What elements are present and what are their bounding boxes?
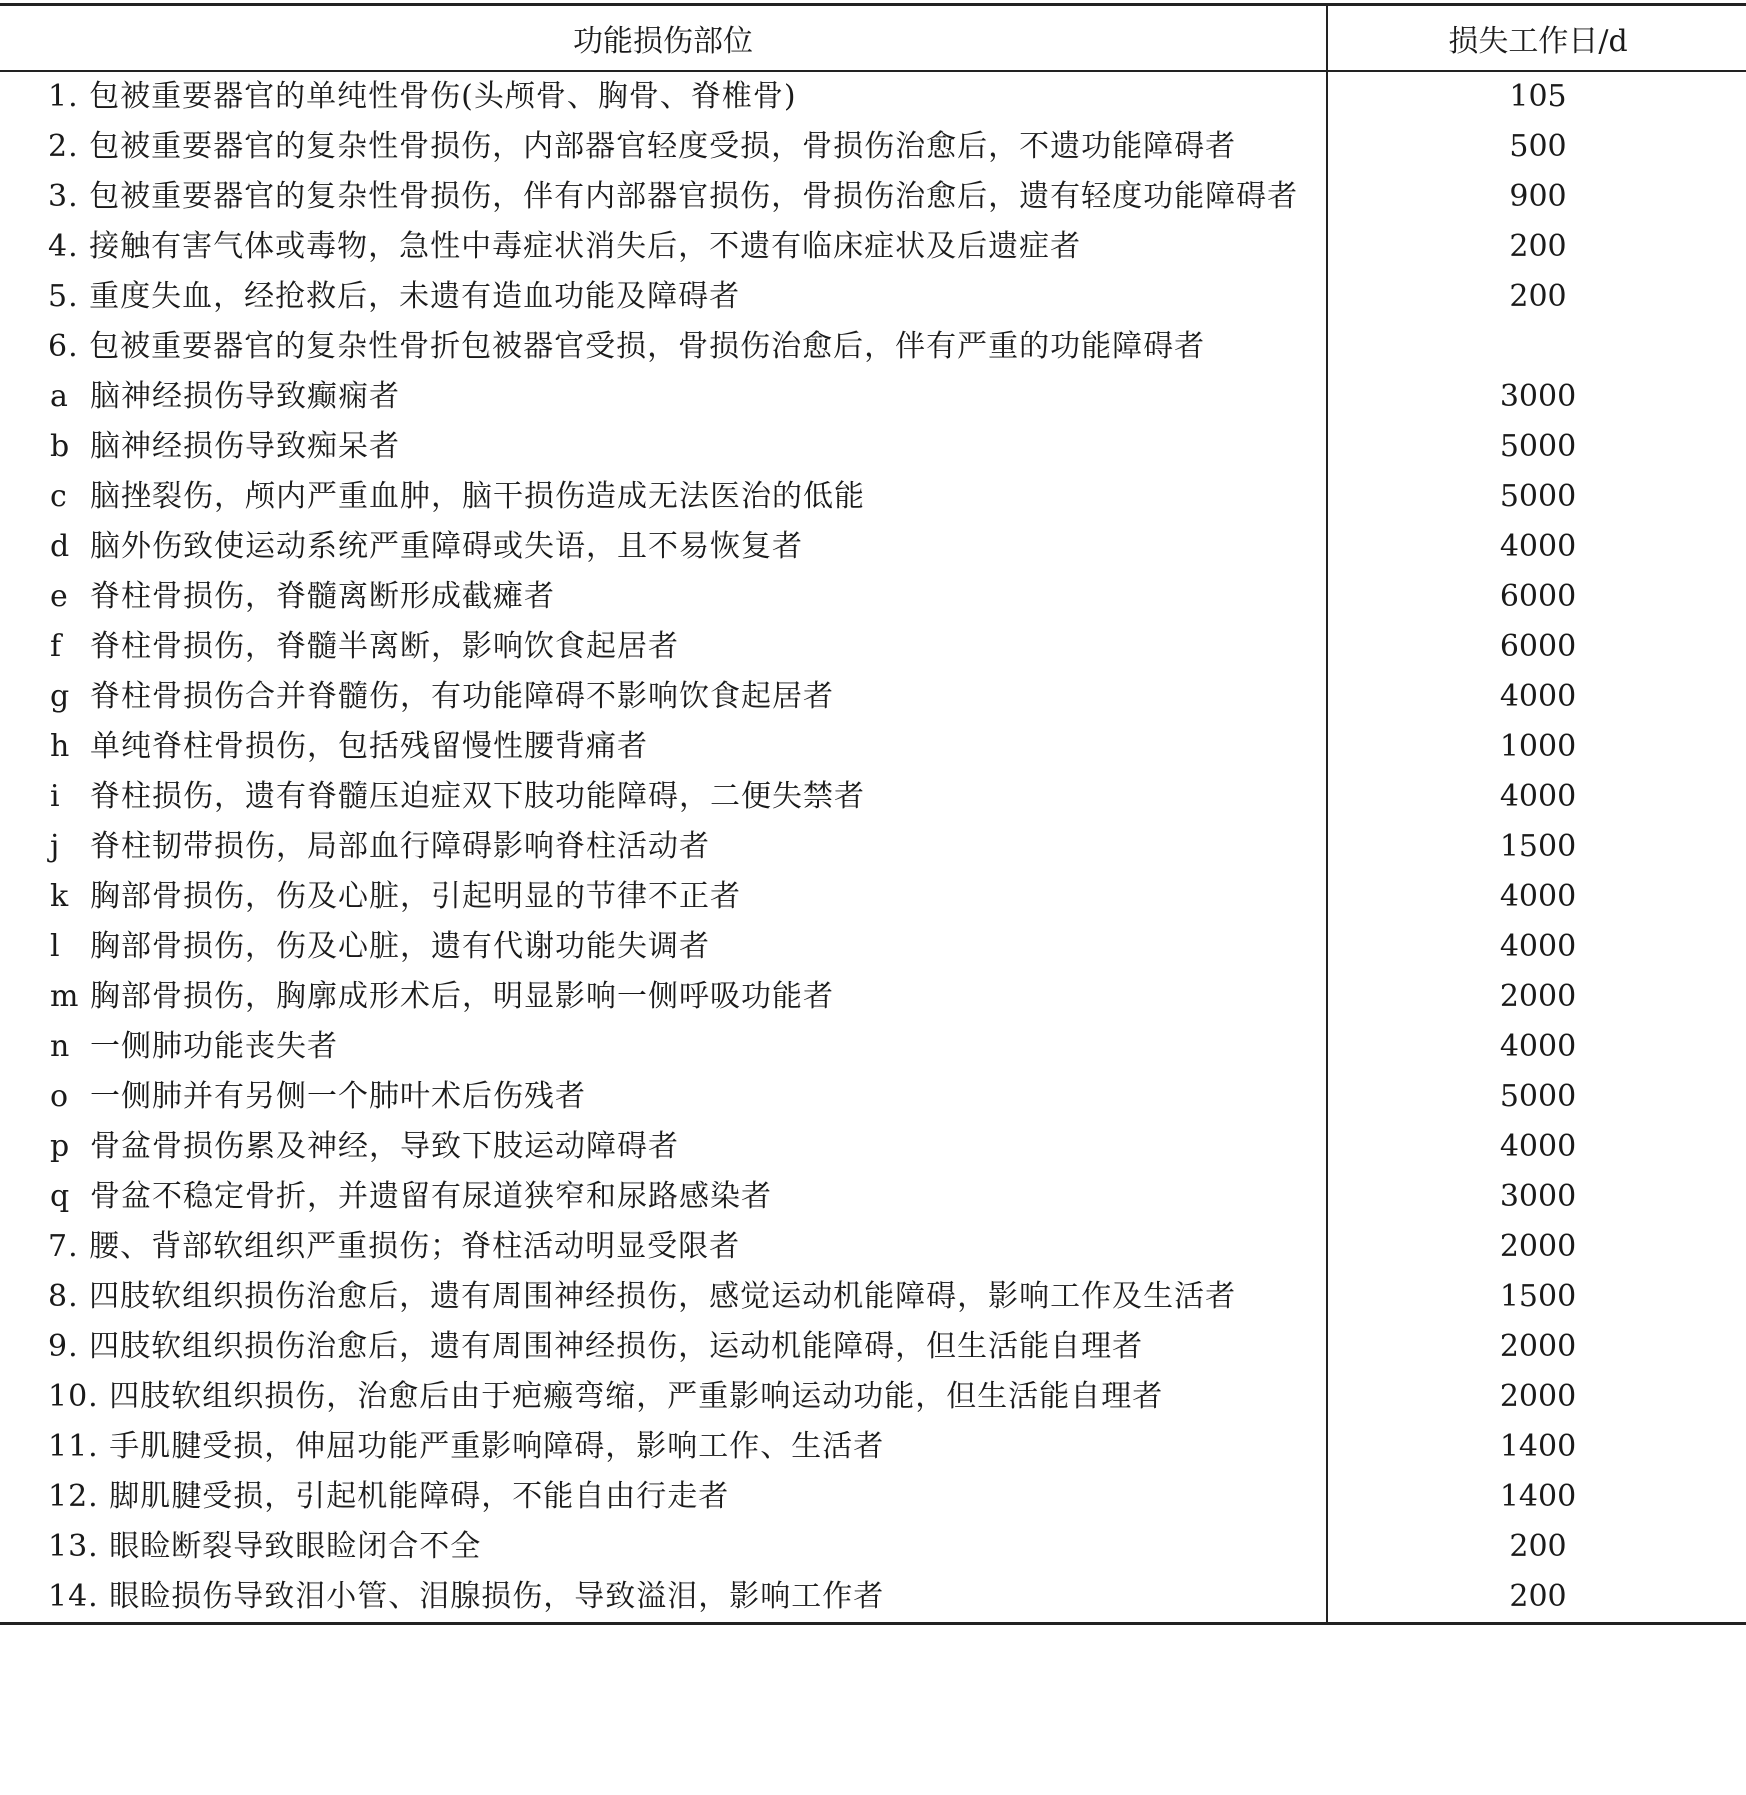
injury-part-cell bbox=[0, 1372, 1327, 1422]
sub-item-letter: i bbox=[50, 779, 61, 814]
table-row bbox=[0, 472, 1746, 522]
table-row bbox=[0, 372, 1746, 422]
sub-item-letter: n bbox=[50, 1029, 71, 1064]
table-row bbox=[0, 672, 1746, 722]
injury-description: 14. 眼睑损伤导致泪小管、泪腺损伤，导致溢泪，影响工作者 bbox=[48, 1579, 885, 1614]
table-row bbox=[0, 572, 1746, 622]
sub-item-letter: m bbox=[50, 979, 80, 1014]
injury-part-cell bbox=[0, 122, 1327, 172]
table-row bbox=[0, 422, 1746, 472]
sub-item-letter: q bbox=[50, 1179, 71, 1214]
injury-description: 胸部骨损伤，伤及心脏，引起明显的节律不正者 bbox=[90, 879, 741, 914]
lost-workdays-cell: 4000 bbox=[1499, 1129, 1577, 1164]
lost-workdays-cell: 4000 bbox=[1499, 1029, 1577, 1064]
injury-part-cell bbox=[0, 172, 1327, 222]
injury-part-cell bbox=[0, 922, 1327, 972]
lost-workdays-cell: 105 bbox=[1509, 79, 1567, 114]
table-row bbox=[0, 1572, 1746, 1624]
injury-part-cell bbox=[0, 872, 1327, 922]
table-row bbox=[0, 722, 1746, 772]
lost-workdays-cell: 5000 bbox=[1499, 479, 1577, 514]
table-row bbox=[0, 272, 1746, 322]
table-row bbox=[0, 1122, 1746, 1172]
table-row bbox=[0, 122, 1746, 172]
injury-description: 2. 包被重要器官的复杂性骨损伤，内部器官轻度受损，骨损伤治愈后，不遗功能障碍者 bbox=[48, 129, 1237, 164]
injury-description: 3. 包被重要器官的复杂性骨损伤，伴有内部器官损伤，骨损伤治愈后，遗有轻度功能障碍者 bbox=[48, 179, 1299, 214]
lost-workdays-cell: 6000 bbox=[1499, 579, 1577, 614]
lost-workdays-cell: 2000 bbox=[1499, 1229, 1577, 1264]
table-row bbox=[0, 772, 1746, 822]
injury-description: 脑外伤致使运动系统严重障碍或失语，且不易恢复者 bbox=[90, 529, 803, 564]
injury-part-cell bbox=[0, 322, 1327, 372]
table-row bbox=[0, 172, 1746, 222]
injury-description: 13. 眼睑断裂导致眼睑闭合不全 bbox=[48, 1529, 482, 1564]
table-row bbox=[0, 1372, 1746, 1422]
injury-description: 5. 重度失血，经抢救后，未遗有造血功能及障碍者 bbox=[48, 279, 741, 314]
lost-workdays-cell: 2000 bbox=[1499, 979, 1577, 1014]
injury-description: 脑神经损伤导致癫痫者 bbox=[90, 379, 400, 414]
injury-description: 一侧肺功能丧失者 bbox=[90, 1029, 338, 1064]
sub-item-letter: a bbox=[50, 379, 69, 414]
lost-workdays-cell: 200 bbox=[1509, 1529, 1567, 1564]
injury-part-cell bbox=[0, 1472, 1327, 1522]
lost-workdays-cell: 3000 bbox=[1499, 1179, 1577, 1214]
sub-item-letter: c bbox=[50, 479, 68, 514]
injury-description: 脑神经损伤导致痴呆者 bbox=[90, 429, 400, 464]
lost-workdays-cell: 900 bbox=[1509, 179, 1567, 214]
sub-item-letter: o bbox=[50, 1079, 70, 1114]
lost-workdays-cell: 200 bbox=[1509, 1579, 1567, 1614]
injury-part-cell bbox=[0, 71, 1327, 122]
table-row bbox=[0, 1472, 1746, 1522]
header-injury-part: 功能损伤部位 bbox=[0, 5, 1327, 72]
lost-workdays-cell: 3000 bbox=[1499, 379, 1577, 414]
table-row bbox=[0, 522, 1746, 572]
injury-part-cell bbox=[0, 1222, 1327, 1272]
table-row bbox=[0, 322, 1746, 372]
injury-description: 4. 接触有害气体或毒物，急性中毒症状消失后，不遗有临床症状及后遗症者 bbox=[48, 229, 1082, 264]
injury-part-cell bbox=[0, 472, 1327, 522]
injury-part-cell bbox=[0, 572, 1327, 622]
lost-workdays-cell: 1400 bbox=[1499, 1479, 1577, 1514]
injury-part-cell bbox=[0, 1522, 1327, 1572]
injury-part-cell bbox=[0, 222, 1327, 272]
injury-description: 脊柱骨损伤，脊髓离断形成截瘫者 bbox=[90, 579, 555, 614]
injury-description: 一侧肺并有另侧一个肺叶术后伤残者 bbox=[90, 1079, 586, 1114]
table-row bbox=[0, 622, 1746, 672]
lost-workdays-cell: 5000 bbox=[1499, 429, 1577, 464]
injury-description: 6. 包被重要器官的复杂性骨折包被器官受损，骨损伤治愈后，伴有严重的功能障碍者 bbox=[48, 329, 1206, 364]
injury-part-cell bbox=[0, 822, 1327, 872]
lost-workdays-cell: 4000 bbox=[1499, 679, 1577, 714]
injury-part-cell bbox=[0, 722, 1327, 772]
injury-description: 12. 脚肌腱受损，引起机能障碍，不能自由行走者 bbox=[48, 1479, 730, 1514]
injury-part-cell bbox=[0, 672, 1327, 722]
injury-description: 骨盆骨损伤累及神经，导致下肢运动障碍者 bbox=[90, 1129, 679, 1164]
injury-description: 胸部骨损伤，伤及心脏，遗有代谢功能失调者 bbox=[90, 929, 710, 964]
lost-workdays-cell: 4000 bbox=[1499, 929, 1577, 964]
sub-item-letter: j bbox=[50, 829, 61, 864]
injury-description: 7. 腰、背部软组织严重损伤；脊柱活动明显受限者 bbox=[48, 1229, 741, 1264]
table-row bbox=[0, 71, 1746, 122]
injury-part-cell bbox=[0, 772, 1327, 822]
sub-item-letter: f bbox=[50, 629, 63, 664]
injury-description: 脑挫裂伤，颅内严重血肿，脑干损伤造成无法医治的低能 bbox=[90, 479, 865, 514]
injury-description: 11. 手肌腱受损，伸屈功能严重影响障碍，影响工作、生活者 bbox=[48, 1429, 885, 1464]
sub-item-letter: k bbox=[50, 879, 70, 914]
table-header-row bbox=[0, 5, 1746, 72]
lost-workdays-cell: 4000 bbox=[1499, 529, 1577, 564]
table-row bbox=[0, 1422, 1746, 1472]
lost-workdays-cell: 200 bbox=[1509, 279, 1567, 314]
injury-description: 9. 四肢软组织损伤治愈后，遗有周围神经损伤，运动机能障碍，但生活能自理者 bbox=[48, 1329, 1144, 1364]
injury-description: 脊柱骨损伤合并脊髓伤，有功能障碍不影响饮食起居者 bbox=[90, 679, 834, 714]
injury-part-cell bbox=[0, 422, 1327, 472]
lost-workdays-cell: 2000 bbox=[1499, 1379, 1577, 1414]
lost-workdays-cell: 5000 bbox=[1499, 1079, 1577, 1114]
injury-part-cell bbox=[0, 372, 1327, 422]
table-row bbox=[0, 1172, 1746, 1222]
sub-item-letter: b bbox=[50, 429, 71, 464]
table-row bbox=[0, 972, 1746, 1022]
injury-part-cell bbox=[0, 522, 1327, 572]
lost-workdays-cell: 2000 bbox=[1499, 1329, 1577, 1364]
lost-workdays-cell: 200 bbox=[1509, 229, 1567, 264]
injury-part-cell bbox=[0, 1272, 1327, 1322]
lost-workdays-cell: 1000 bbox=[1499, 729, 1577, 764]
table-row bbox=[0, 1322, 1746, 1372]
injury-part-cell bbox=[0, 1072, 1327, 1122]
injury-part-cell bbox=[0, 272, 1327, 322]
injury-part-cell bbox=[0, 1172, 1327, 1222]
injury-part-cell bbox=[0, 1122, 1327, 1172]
table-row bbox=[0, 1072, 1746, 1122]
injury-part-cell bbox=[0, 972, 1327, 1022]
sub-item-letter: l bbox=[50, 929, 61, 964]
injury-description: 10. 四肢软组织损伤，治愈后由于疤瘢弯缩，严重影响运动功能，但生活能自理者 bbox=[48, 1379, 1164, 1414]
sub-item-letter: g bbox=[50, 679, 71, 714]
injury-part-cell bbox=[0, 1572, 1327, 1624]
sub-item-letter: p bbox=[50, 1129, 71, 1164]
sub-item-letter: e bbox=[50, 579, 69, 614]
injury-description: 脊柱韧带损伤，局部血行障碍影响脊柱活动者 bbox=[90, 829, 710, 864]
lost-workdays-cell bbox=[1327, 322, 1746, 372]
injury-description: 1. 包被重要器官的单纯性骨伤(头颅骨、胸骨、脊椎骨) bbox=[48, 79, 797, 114]
sub-item-letter: h bbox=[50, 729, 71, 764]
header-lost-workdays: 损失工作日/d bbox=[1448, 24, 1628, 59]
injury-description: 单纯脊柱骨损伤，包括残留慢性腰背痛者 bbox=[90, 729, 648, 764]
table-row bbox=[0, 922, 1746, 972]
lost-workdays-cell: 1500 bbox=[1499, 1279, 1577, 1314]
table-row bbox=[0, 1272, 1746, 1322]
table-row bbox=[0, 222, 1746, 272]
injury-workday-table bbox=[0, 3, 1746, 1625]
table-row bbox=[0, 1222, 1746, 1272]
lost-workdays-cell: 6000 bbox=[1499, 629, 1577, 664]
injury-description: 胸部骨损伤，胸廓成形术后，明显影响一侧呼吸功能者 bbox=[90, 979, 834, 1014]
table-row bbox=[0, 1022, 1746, 1072]
table-row bbox=[0, 822, 1746, 872]
injury-description: 脊柱损伤，遗有脊髓压迫症双下肢功能障碍，二便失禁者 bbox=[90, 779, 865, 814]
lost-workdays-cell: 4000 bbox=[1499, 879, 1577, 914]
lost-workdays-cell: 1500 bbox=[1499, 829, 1577, 864]
table-row bbox=[0, 1522, 1746, 1572]
injury-part-cell bbox=[0, 622, 1327, 672]
table-body bbox=[0, 71, 1746, 1624]
lost-workdays-cell: 1400 bbox=[1499, 1429, 1577, 1464]
injury-description: 脊柱骨损伤，脊髓半离断，影响饮食起居者 bbox=[90, 629, 679, 664]
injury-description: 骨盆不稳定骨折，并遗留有尿道狭窄和尿路感染者 bbox=[90, 1179, 772, 1214]
injury-part-cell bbox=[0, 1322, 1327, 1372]
lost-workdays-cell: 500 bbox=[1509, 129, 1567, 164]
injury-part-cell bbox=[0, 1022, 1327, 1072]
sub-item-letter: d bbox=[50, 529, 71, 564]
injury-part-cell bbox=[0, 1422, 1327, 1472]
table-row bbox=[0, 872, 1746, 922]
injury-description: 8. 四肢软组织损伤治愈后，遗有周围神经损伤，感觉运动机能障碍，影响工作及生活者 bbox=[48, 1279, 1237, 1314]
lost-workdays-cell: 4000 bbox=[1499, 779, 1577, 814]
